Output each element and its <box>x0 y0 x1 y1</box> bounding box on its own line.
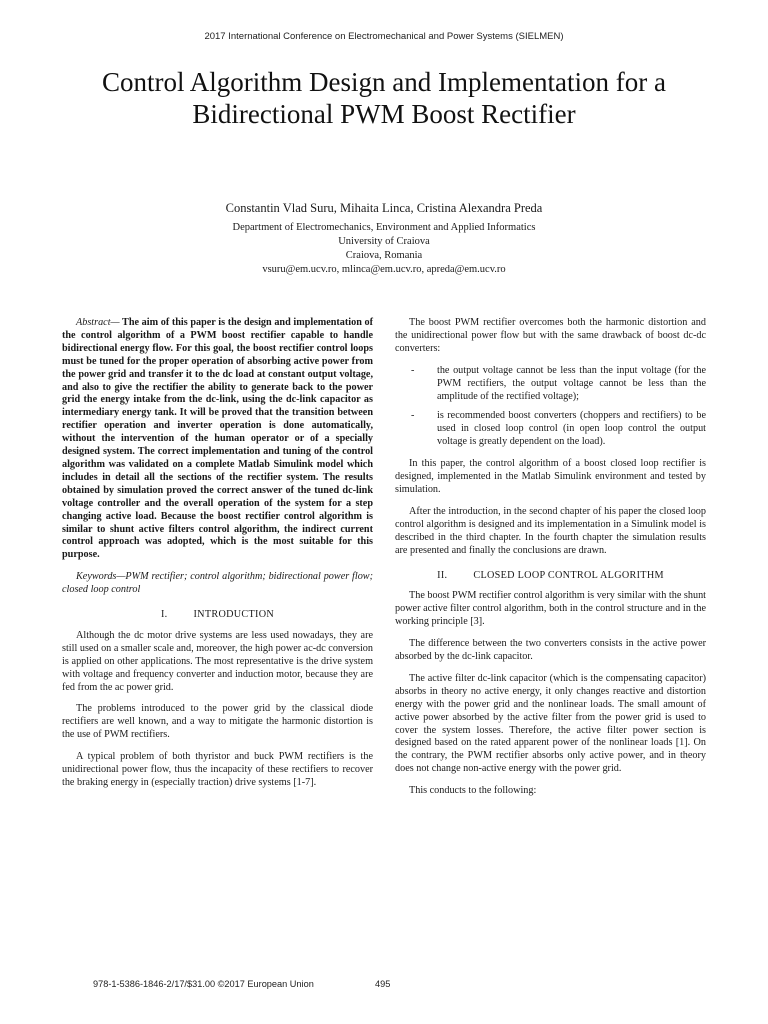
keywords: Keywords—PWM rectifier; control algorithm; bidirectional power flow; closed loop control <box>62 571 373 596</box>
intro-paragraph-2: The problems introduced to the power grid by the classical diode rectifiers are well known, and a way to mitigate the harmonic distortion is the use of PWM rectifiers. <box>62 703 373 741</box>
body-paragraph-7: This conducts to the following: <box>409 785 537 797</box>
bullet-dash: - <box>411 364 415 376</box>
bullet-list <box>395 365 706 449</box>
abstract <box>62 317 373 562</box>
affiliation-department: Department of Electromechanics, Environment and Applied Informatics <box>232 222 536 233</box>
right-column <box>395 317 706 807</box>
abstract-text: The aim of this paper is the design and implementation of the control algorithm of a PWM boost rectifier capable to handle bidirectional energy flow. For this goal, the boost rectifier control loops must be tuned for the proper operation of absorbing active power from the power grid and transfer it to the dc load at constant output voltage, and also to give the rectifier the ability to generate back to the power grid the energy intake from the dc-link, using the dc-link capacitor as intermediary energy tank. It will be proved that the transition between rectifier operation and inverter operation is done automatically, without the intervention of the human operator or of a specially designed system. The correct implementation and tuning of the control algorithm was validated on a complete Matlab Simulink model which includes in detail all the sections of the rectifier system. The results obtained by simulation proved the correct answer of the tuned dc-link voltage controller and the overall operation of the system for a step changing active load. Because the boost rectifier control algorithm is similar to shunt active filters control algorithm, the indirect current control approach was adopted, which is the most suitable for this purpose. <box>62 317 373 561</box>
list-item <box>395 410 706 449</box>
footer-copyright: 978-1-5386-1846-2/17/$31.00 ©2017 European Union <box>93 979 314 989</box>
body-paragraph-3: After the introduction, in the second chapter of his paper the closed loop control algorithm is designed and its implementation in a Simulink model is described in the third chapter. In the fourth chapter the simulation results are presented and finally the conclusions are drawn. <box>395 505 706 556</box>
section-title: CLOSED LOOP CONTROL ALGORITHM <box>473 569 664 581</box>
body-paragraph-2: In this paper, the control algorithm of a boost closed loop rectifier is designed, implemented in the Matlab Simulink environment and tested by simulation. <box>395 458 706 495</box>
title-line-2: Bidirectional PWM Boost Rectifier <box>192 99 576 129</box>
list-item <box>395 365 706 404</box>
title-line-1: Control Algorithm Design and Implementation for a <box>102 67 666 97</box>
affiliation-emails: vsuru@em.ucv.ro, mlinca@em.ucv.ro, apreda@em.ucv.ro <box>262 264 506 275</box>
section-number: I. <box>160 609 168 621</box>
body-paragraph-4: The boost PWM rectifier control algorithm is very similar with the shunt power active filter control algorithm, both in the control structure and in the working principle [3]. <box>395 590 706 628</box>
author-list: Constantin Vlad Suru, Mihaita Linca, Cristina Alexandra Preda <box>225 201 543 215</box>
section-title: INTRODUCTION <box>193 609 275 621</box>
section-heading-introduction <box>62 609 373 622</box>
paper-title <box>30 66 738 130</box>
conference-header: 2017 International Conference on Electromechanical and Power Systems (SIELMEN) <box>204 31 564 42</box>
section-number: II. <box>437 569 448 581</box>
section-heading-closed-loop <box>395 570 706 583</box>
affiliation-block <box>0 221 768 277</box>
bullet-text: the output voltage cannot be less than the input voltage (for the PWM rectifiers, the output voltage cannot be less than the amplitude of the rectified voltage); <box>437 364 706 402</box>
bullet-text: is recommended boost converters (choppers and rectifiers) to be used in closed loop control (in open loop control the output voltage is greatly dependent on the load). <box>437 410 706 448</box>
abstract-label: Abstract <box>76 317 111 328</box>
bullet-dash: - <box>411 410 415 422</box>
body-paragraph-5: The difference between the two converters consists in the active power absorbed by the dc-link capacitor. <box>395 638 706 663</box>
page-number: 495 <box>375 979 391 989</box>
affiliation-city: Craiova, Romania <box>345 250 423 261</box>
body-paragraph-1: The boost PWM rectifier overcomes both the harmonic distortion and the unidirectional power flow but with the same drawback of boost dc-dc converters: <box>395 317 706 354</box>
intro-paragraph-3: A typical problem of both thyristor and buck PWM rectifiers is the unidirectional power flow, thus the incapacity of these rectifiers to recover the braking energy in (especially traction) drive systems [1-7]. <box>62 751 373 788</box>
body-paragraph-6: The active filter dc-link capacitor (which is the compensating capacitor) absorbs in theory no active energy, it only changes reactive and distortion energy with the power grid and the nonlinear loads. The small amount of active power absorbed by the active filter from the power grid is used to cover the system losses. Therefore, the active filter power section is designed based on the rated apparent power of the nonlinear loads [1]. On the contrary, the PWM rectifier absorbs only active power, and in theory does not change non-active energy with the power grid. <box>395 672 706 775</box>
abstract-dash: — <box>110 317 120 328</box>
affiliation-university: University of Craiova <box>338 236 430 247</box>
left-column <box>62 317 373 799</box>
intro-paragraph-1: Although the dc motor drive systems are less used nowadays, they are still used on a smaller scale and, moreover, the high power ac-dc conversion is applied on other applications. The most representative is the drive system with voltage and frequency converter and induction motor, because they are fed from the ac power grid. <box>62 629 373 693</box>
